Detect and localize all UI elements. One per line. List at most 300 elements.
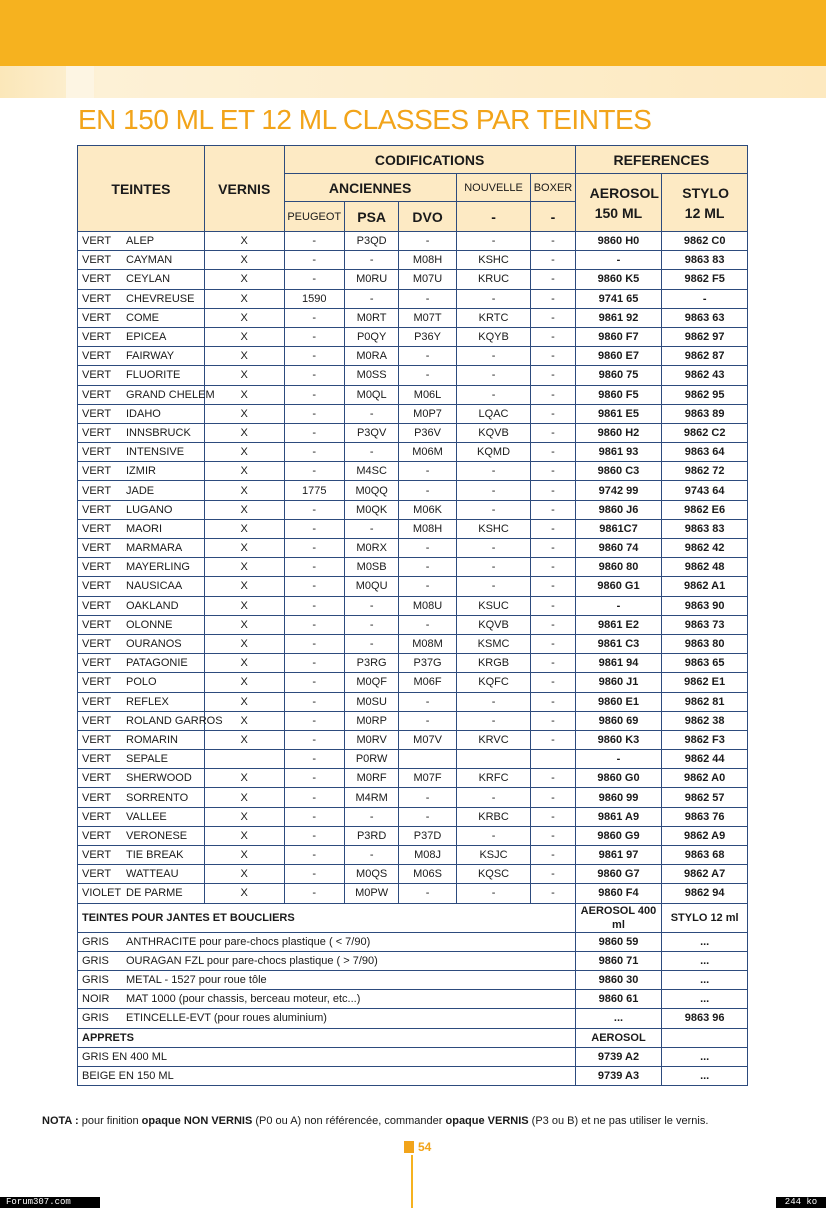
apprets-stylo-header bbox=[662, 1028, 748, 1047]
apprets-header: APPRETS bbox=[78, 1028, 576, 1047]
teinte-cell bbox=[78, 539, 205, 558]
peugeot-cell: - bbox=[284, 539, 344, 558]
boxer-cell: - bbox=[531, 500, 575, 519]
table-row bbox=[78, 634, 748, 653]
psa-cell: M4SC bbox=[344, 462, 398, 481]
col-aerosol: AEROSOL 150 ML bbox=[575, 174, 662, 232]
vernis-cell: X bbox=[204, 577, 284, 596]
aerosol-cell: 9861 C3 bbox=[575, 634, 662, 653]
table-row bbox=[78, 654, 748, 673]
peugeot-cell: - bbox=[284, 615, 344, 634]
stylo-cell: 9863 68 bbox=[662, 846, 748, 865]
boxer-cell: - bbox=[531, 519, 575, 538]
vernis-cell: X bbox=[204, 711, 284, 730]
vernis-cell: X bbox=[204, 270, 284, 289]
nouvelle-cell: KSJC bbox=[456, 846, 531, 865]
col-codifications: CODIFICATIONS bbox=[284, 146, 575, 174]
table-row bbox=[78, 615, 748, 634]
teinte-name: CHEVREUSE bbox=[126, 292, 195, 305]
peugeot-cell: - bbox=[284, 654, 344, 673]
jantes-name: ETINCELLE-EVT (pour roues aluminium) bbox=[126, 1012, 327, 1025]
table-row bbox=[78, 289, 748, 308]
stylo-cell: 9863 73 bbox=[662, 615, 748, 634]
section-row bbox=[78, 1028, 748, 1047]
teinte-name: PATAGONIE bbox=[126, 657, 188, 670]
nouvelle-cell: - bbox=[456, 692, 531, 711]
psa-cell: P3RG bbox=[344, 654, 398, 673]
psa-cell: - bbox=[344, 404, 398, 423]
dvo-cell: P36V bbox=[399, 423, 456, 442]
teinte-color: VERT bbox=[82, 676, 112, 689]
table-row bbox=[78, 423, 748, 442]
boxer-cell: - bbox=[531, 711, 575, 730]
teinte-color: VERT bbox=[82, 829, 112, 842]
stylo-cell: ... bbox=[662, 970, 748, 989]
table-row bbox=[78, 270, 748, 289]
header-strip-block bbox=[66, 66, 94, 98]
teinte-name: CEYLAN bbox=[126, 273, 171, 286]
aerosol-cell: 9861 93 bbox=[575, 443, 662, 462]
peugeot-cell: - bbox=[284, 596, 344, 615]
teinte-name: LUGANO bbox=[126, 503, 173, 516]
teinte-name: NAUSICAA bbox=[126, 580, 183, 593]
boxer-cell: - bbox=[531, 385, 575, 404]
table-row bbox=[78, 232, 748, 251]
nota-bold-2: opaque VERNIS bbox=[445, 1115, 529, 1127]
teinte-cell bbox=[78, 615, 205, 634]
aerosol-cell: 9861 A9 bbox=[575, 807, 662, 826]
nota-text-1: pour finition bbox=[78, 1115, 142, 1127]
jantes-cell bbox=[78, 990, 576, 1009]
boxer-cell: - bbox=[531, 826, 575, 845]
vernis-cell: X bbox=[204, 558, 284, 577]
vernis-cell: X bbox=[204, 347, 284, 366]
nota-bold-1: opaque NON VERNIS bbox=[141, 1115, 253, 1127]
stylo-cell: 9863 65 bbox=[662, 654, 748, 673]
boxer-cell: - bbox=[531, 308, 575, 327]
page-number: 54 bbox=[418, 1140, 432, 1154]
teinte-cell bbox=[78, 232, 205, 251]
teinte-name: EPICEA bbox=[126, 331, 167, 344]
stylo-cell: 9862 94 bbox=[662, 884, 748, 903]
teinte-cell bbox=[78, 654, 205, 673]
table-row bbox=[78, 577, 748, 596]
teinte-color: VERT bbox=[82, 407, 112, 420]
vernis-cell: X bbox=[204, 443, 284, 462]
psa-cell: M0RF bbox=[344, 769, 398, 788]
peugeot-cell: - bbox=[284, 251, 344, 270]
aerosol-cell: 9860 H2 bbox=[575, 423, 662, 442]
nouvelle-cell: - bbox=[456, 385, 531, 404]
psa-cell: P3QD bbox=[344, 232, 398, 251]
psa-cell: P0QY bbox=[344, 327, 398, 346]
table-row bbox=[78, 443, 748, 462]
psa-cell: M0RP bbox=[344, 711, 398, 730]
boxer-cell: - bbox=[531, 539, 575, 558]
table-row bbox=[78, 1047, 748, 1066]
teinte-color: VERT bbox=[82, 292, 112, 305]
psa-cell: M0SB bbox=[344, 558, 398, 577]
jantes-cell bbox=[78, 970, 576, 989]
teinte-color: VERT bbox=[82, 580, 112, 593]
teinte-color: VERT bbox=[82, 426, 112, 439]
teinte-color: VERT bbox=[82, 522, 112, 535]
aerosol-cell: 9860 61 bbox=[575, 990, 662, 1009]
nouvelle-cell: KRTC bbox=[456, 308, 531, 327]
peugeot-cell: - bbox=[284, 730, 344, 749]
teinte-color: VERT bbox=[82, 733, 112, 746]
teinte-color: VERT bbox=[82, 599, 112, 612]
nouvelle-cell: KRBC bbox=[456, 807, 531, 826]
header-strip bbox=[0, 66, 826, 98]
aerosol-cell: 9860 80 bbox=[575, 558, 662, 577]
vernis-cell: X bbox=[204, 769, 284, 788]
dvo-cell: - bbox=[399, 481, 456, 500]
peugeot-cell: - bbox=[284, 327, 344, 346]
table-row bbox=[78, 385, 748, 404]
vernis-cell: X bbox=[204, 865, 284, 884]
vernis-cell: X bbox=[204, 788, 284, 807]
table-row bbox=[78, 769, 748, 788]
psa-cell: - bbox=[344, 846, 398, 865]
aerosol-cell: - bbox=[575, 251, 662, 270]
boxer-cell: - bbox=[531, 730, 575, 749]
boxer-cell: - bbox=[531, 327, 575, 346]
page-title: EN 150 ML ET 12 ML CLASSES PAR TEINTES bbox=[78, 104, 652, 135]
aerosol-cell: 9861 92 bbox=[575, 308, 662, 327]
stylo-cell: ... bbox=[662, 932, 748, 951]
vernis-cell: X bbox=[204, 500, 284, 519]
col-nouvelle: NOUVELLE bbox=[456, 174, 531, 202]
stylo-cell: - bbox=[662, 289, 748, 308]
psa-cell: M0RT bbox=[344, 308, 398, 327]
stylo-cell: 9862 A7 bbox=[662, 865, 748, 884]
table-row bbox=[78, 788, 748, 807]
teinte-color: VERT bbox=[82, 849, 112, 862]
vernis-cell: X bbox=[204, 596, 284, 615]
stylo-cell: 9863 89 bbox=[662, 404, 748, 423]
jantes-name: MAT 1000 (pour chassis, berceau moteur, etc...) bbox=[126, 993, 361, 1006]
peugeot-cell: - bbox=[284, 558, 344, 577]
nouvelle-cell: - bbox=[456, 232, 531, 251]
teinte-cell bbox=[78, 443, 205, 462]
boxer-cell: - bbox=[531, 634, 575, 653]
dvo-cell: M06L bbox=[399, 385, 456, 404]
boxer-cell: - bbox=[531, 596, 575, 615]
table-body bbox=[78, 232, 748, 1086]
col-references: REFERENCES bbox=[575, 146, 747, 174]
peugeot-cell: - bbox=[284, 884, 344, 903]
footer-site: Forum307.com bbox=[0, 1197, 100, 1208]
nouvelle-cell: KSMC bbox=[456, 634, 531, 653]
nouvelle-cell: KRFC bbox=[456, 769, 531, 788]
stylo-cell: 9862 57 bbox=[662, 788, 748, 807]
teinte-cell bbox=[78, 865, 205, 884]
psa-cell: - bbox=[344, 443, 398, 462]
peugeot-cell: - bbox=[284, 577, 344, 596]
dvo-cell: - bbox=[399, 884, 456, 903]
aerosol-cell: 9861 94 bbox=[575, 654, 662, 673]
dvo-cell: M0P7 bbox=[399, 404, 456, 423]
teinte-name: SEPALE bbox=[126, 753, 168, 766]
nouvelle-cell: - bbox=[456, 826, 531, 845]
teinte-cell bbox=[78, 251, 205, 270]
aerosol-cell: 9860 30 bbox=[575, 970, 662, 989]
table-row bbox=[78, 558, 748, 577]
table-row bbox=[78, 990, 748, 1009]
table-row bbox=[78, 692, 748, 711]
peugeot-cell: - bbox=[284, 673, 344, 692]
psa-cell: - bbox=[344, 289, 398, 308]
teinte-name: MARMARA bbox=[126, 542, 183, 555]
teinte-name: OAKLAND bbox=[126, 599, 179, 612]
peugeot-cell: - bbox=[284, 769, 344, 788]
teinte-name: IDAHO bbox=[126, 407, 161, 420]
dvo-cell bbox=[399, 750, 456, 769]
vernis-cell: X bbox=[204, 884, 284, 903]
col-boxer-dash: - bbox=[531, 202, 575, 232]
nota-text-3: (P3 ou B) et ne pas utiliser le vernis. bbox=[528, 1115, 709, 1127]
page-rule bbox=[411, 1155, 413, 1208]
psa-cell: P0RW bbox=[344, 750, 398, 769]
teinte-cell bbox=[78, 308, 205, 327]
teinte-cell bbox=[78, 884, 205, 903]
psa-cell: M0SU bbox=[344, 692, 398, 711]
aerosol-cell: ... bbox=[575, 1009, 662, 1028]
teinte-cell bbox=[78, 788, 205, 807]
stylo-cell: 9863 96 bbox=[662, 1009, 748, 1028]
dvo-cell: M06S bbox=[399, 865, 456, 884]
teinte-cell bbox=[78, 692, 205, 711]
table-row bbox=[78, 846, 748, 865]
vernis-cell: X bbox=[204, 289, 284, 308]
apprets-name: GRIS EN 400 ML bbox=[78, 1047, 576, 1066]
stylo-cell: 9862 F3 bbox=[662, 730, 748, 749]
nouvelle-cell: - bbox=[456, 347, 531, 366]
jantes-name: METAL - 1527 pour roue tôle bbox=[126, 974, 267, 987]
table-row bbox=[78, 970, 748, 989]
peugeot-cell: - bbox=[284, 443, 344, 462]
table-row bbox=[78, 404, 748, 423]
teinte-name: VERONESE bbox=[126, 829, 188, 842]
teinte-name: SHERWOOD bbox=[126, 772, 192, 785]
aerosol-cell: 9860 H0 bbox=[575, 232, 662, 251]
teinte-cell bbox=[78, 769, 205, 788]
jantes-aerosol-header: AEROSOL 400 ml bbox=[575, 903, 662, 932]
col-stylo: STYLO 12 ML bbox=[662, 174, 748, 232]
stylo-cell: 9862 F5 bbox=[662, 270, 748, 289]
aerosol-cell: 9860 J1 bbox=[575, 673, 662, 692]
psa-cell: M0QF bbox=[344, 673, 398, 692]
table-row bbox=[78, 500, 748, 519]
peugeot-cell: - bbox=[284, 826, 344, 845]
psa-cell: M0RA bbox=[344, 347, 398, 366]
vernis-cell: X bbox=[204, 251, 284, 270]
jantes-color: GRIS bbox=[82, 935, 109, 948]
apprets-name: BEIGE EN 150 ML bbox=[78, 1066, 576, 1085]
teinte-color: VERT bbox=[82, 810, 112, 823]
boxer-cell: - bbox=[531, 807, 575, 826]
teinte-color: VERT bbox=[82, 331, 112, 344]
dvo-cell: P37D bbox=[399, 826, 456, 845]
nouvelle-cell: KQVB bbox=[456, 615, 531, 634]
teinte-cell bbox=[78, 327, 205, 346]
teinte-cell bbox=[78, 577, 205, 596]
boxer-cell: - bbox=[531, 462, 575, 481]
boxer-cell: - bbox=[531, 366, 575, 385]
teinte-name: IZMIR bbox=[126, 465, 156, 478]
psa-cell: M0RU bbox=[344, 270, 398, 289]
nouvelle-cell bbox=[456, 750, 531, 769]
dvo-cell: M08J bbox=[399, 846, 456, 865]
aerosol-cell: 9860 F5 bbox=[575, 385, 662, 404]
page-marker bbox=[404, 1141, 414, 1153]
teinte-cell bbox=[78, 385, 215, 404]
section-row bbox=[78, 903, 748, 932]
teinte-name: ROMARIN bbox=[126, 733, 178, 746]
jantes-name: ANTHRACITE pour pare-chocs plastique ( < 7/90) bbox=[126, 935, 371, 948]
aerosol-cell: 9860 G7 bbox=[575, 865, 662, 884]
teinte-name: DE PARME bbox=[126, 887, 183, 900]
col-dvo: DVO bbox=[399, 202, 456, 232]
nota-note bbox=[42, 1115, 708, 1127]
teinte-cell bbox=[78, 846, 205, 865]
teinte-cell bbox=[78, 270, 205, 289]
boxer-cell: - bbox=[531, 788, 575, 807]
dvo-cell: - bbox=[399, 558, 456, 577]
stylo-cell: 9863 76 bbox=[662, 807, 748, 826]
stylo-cell: 9862 A1 bbox=[662, 577, 748, 596]
jantes-color: GRIS bbox=[82, 1012, 109, 1025]
vernis-cell: X bbox=[204, 673, 284, 692]
table-row bbox=[78, 673, 748, 692]
teinte-name: FAIRWAY bbox=[126, 350, 175, 363]
peugeot-cell: - bbox=[284, 519, 344, 538]
stylo-cell: 9862 E6 bbox=[662, 500, 748, 519]
nouvelle-cell: - bbox=[456, 884, 531, 903]
peugeot-cell: - bbox=[284, 865, 344, 884]
table-row bbox=[78, 251, 748, 270]
aerosol-cell: 9739 A3 bbox=[575, 1066, 662, 1085]
dvo-cell: M06M bbox=[399, 443, 456, 462]
table-row bbox=[78, 327, 748, 346]
vernis-cell: X bbox=[204, 615, 284, 634]
table-row bbox=[78, 951, 748, 970]
dvo-cell: M07U bbox=[399, 270, 456, 289]
peugeot-cell: - bbox=[284, 270, 344, 289]
nouvelle-cell: LQAC bbox=[456, 404, 531, 423]
dvo-cell: - bbox=[399, 366, 456, 385]
aerosol-cell: 9739 A2 bbox=[575, 1047, 662, 1066]
aerosol-cell: 9860 F4 bbox=[575, 884, 662, 903]
boxer-cell: - bbox=[531, 865, 575, 884]
aerosol-cell: 9860 K3 bbox=[575, 730, 662, 749]
aerosol-cell: 9860 K5 bbox=[575, 270, 662, 289]
table-row bbox=[78, 884, 748, 903]
teinte-name: CAYMAN bbox=[126, 254, 173, 267]
teinte-color: VERT bbox=[82, 254, 112, 267]
teinte-name: GRAND CHELEM bbox=[126, 388, 215, 401]
col-peugeot: PEUGEOT bbox=[284, 202, 344, 232]
col-anciennes: ANCIENNES bbox=[284, 174, 456, 202]
vernis-cell: X bbox=[204, 404, 284, 423]
teinte-name: OURANOS bbox=[126, 638, 182, 651]
nouvelle-cell: KRVC bbox=[456, 730, 531, 749]
stylo-cell: 9863 64 bbox=[662, 443, 748, 462]
psa-cell: - bbox=[344, 615, 398, 634]
teinte-cell bbox=[78, 750, 205, 769]
nouvelle-cell: - bbox=[456, 366, 531, 385]
teinte-color: VERT bbox=[82, 503, 112, 516]
dvo-cell: P37G bbox=[399, 654, 456, 673]
peugeot-cell: - bbox=[284, 692, 344, 711]
peugeot-cell: - bbox=[284, 232, 344, 251]
teinte-name: COME bbox=[126, 311, 159, 324]
vernis-cell: X bbox=[204, 308, 284, 327]
vernis-cell: X bbox=[204, 366, 284, 385]
stylo-cell: ... bbox=[662, 1047, 748, 1066]
aerosol-cell: 9861 E5 bbox=[575, 404, 662, 423]
teinte-name: INTENSIVE bbox=[126, 446, 185, 459]
vernis-cell: X bbox=[204, 654, 284, 673]
boxer-cell: - bbox=[531, 615, 575, 634]
table-row bbox=[78, 347, 748, 366]
peugeot-cell: - bbox=[284, 385, 344, 404]
psa-cell: M0RV bbox=[344, 730, 398, 749]
teinte-color: VERT bbox=[82, 638, 112, 651]
boxer-cell: - bbox=[531, 654, 575, 673]
dvo-cell: M06K bbox=[399, 500, 456, 519]
dvo-cell: P36Y bbox=[399, 327, 456, 346]
table-row bbox=[78, 366, 748, 385]
teinte-cell bbox=[78, 366, 205, 385]
col-nouvelle-dash: - bbox=[456, 202, 531, 232]
peugeot-cell: 1775 bbox=[284, 481, 344, 500]
psa-cell: M0QL bbox=[344, 385, 398, 404]
table-row bbox=[78, 865, 748, 884]
aerosol-cell: 9860 74 bbox=[575, 539, 662, 558]
dvo-cell: - bbox=[399, 692, 456, 711]
aerosol-cell: 9860 E7 bbox=[575, 347, 662, 366]
teinte-cell bbox=[78, 423, 205, 442]
stylo-cell: 9862 C0 bbox=[662, 232, 748, 251]
dvo-cell: M08U bbox=[399, 596, 456, 615]
table-row bbox=[78, 481, 748, 500]
aerosol-cell: 9861C7 bbox=[575, 519, 662, 538]
dvo-cell: - bbox=[399, 615, 456, 634]
stylo-cell: 9862 38 bbox=[662, 711, 748, 730]
peugeot-cell: - bbox=[284, 500, 344, 519]
boxer-cell: - bbox=[531, 270, 575, 289]
teinte-cell bbox=[78, 826, 205, 845]
nota-text-2: (P0 ou A) non référencée, commander bbox=[252, 1115, 446, 1127]
teinte-color: VERT bbox=[82, 388, 112, 401]
psa-cell: M0SS bbox=[344, 366, 398, 385]
dvo-cell: - bbox=[399, 788, 456, 807]
aerosol-cell: 9860 99 bbox=[575, 788, 662, 807]
table-row bbox=[78, 932, 748, 951]
dvo-cell: M08M bbox=[399, 634, 456, 653]
vernis-cell: X bbox=[204, 385, 284, 404]
stylo-cell: 9862 97 bbox=[662, 327, 748, 346]
boxer-cell: - bbox=[531, 251, 575, 270]
psa-cell: P3QV bbox=[344, 423, 398, 442]
jantes-name: OURAGAN FZL pour pare-chocs plastique ( > 7/90) bbox=[126, 954, 378, 967]
vernis-cell: X bbox=[204, 232, 284, 251]
stylo-cell: 9862 C2 bbox=[662, 423, 748, 442]
table-row bbox=[78, 308, 748, 327]
nouvelle-cell: KSHC bbox=[456, 251, 531, 270]
